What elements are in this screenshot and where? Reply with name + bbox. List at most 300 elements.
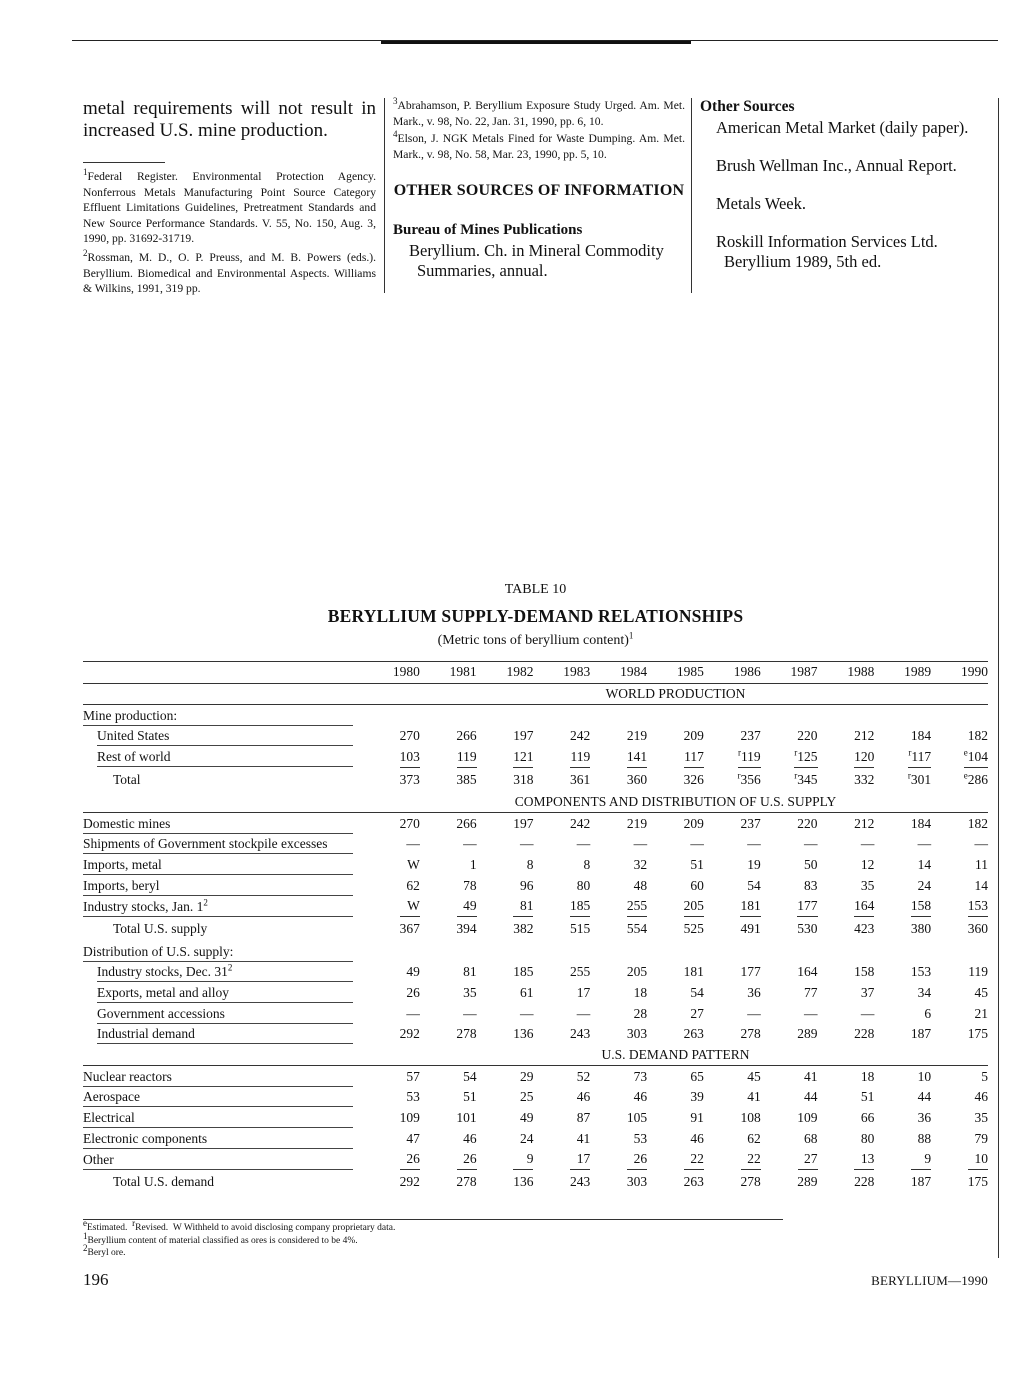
cell-value: 219 [626, 815, 648, 831]
cell-value: 380 [910, 921, 932, 937]
year-header: 1985 [647, 662, 704, 684]
cell-value: 54 [690, 984, 704, 1000]
cell-value: 278 [740, 1174, 761, 1190]
cell-value: 103 [363, 747, 420, 768]
cell-value: 35 [463, 984, 477, 1000]
table-row [83, 855, 988, 876]
cell-value: 109 [797, 1110, 818, 1126]
cell-value: 228 [854, 1174, 875, 1190]
cell-value: 79 [974, 1130, 988, 1146]
section-header: U.S. DEMAND PATTERN [363, 1045, 988, 1066]
cell-value: 8 [526, 857, 534, 873]
cell-value: 27 [690, 1005, 704, 1021]
cell-value: 73 [633, 1068, 648, 1084]
cell-value: 394 [456, 921, 477, 937]
year-header: 1983 [533, 662, 590, 684]
cell-value: 18 [860, 1068, 875, 1084]
row-label: Nuclear reactors [83, 1066, 363, 1087]
row-label: Industry stocks, Jan. $1^2$ [83, 896, 363, 917]
section-heading: OTHER SOURCES OF INFORMATION [393, 182, 685, 200]
cell-value: 44 [804, 1089, 818, 1105]
total-row [83, 1170, 988, 1194]
cell-value: 11 [975, 857, 988, 873]
cell-value: 120 [818, 747, 875, 768]
cell-value: 6 [924, 1005, 932, 1021]
cell-value: 28 [633, 1005, 648, 1021]
row-label: Total U.S. supply [113, 921, 208, 937]
cell-value: — [860, 1005, 875, 1021]
other-sources-heading: Other Sources [700, 98, 795, 115]
cell-value: 153 [931, 896, 988, 917]
cell-value: 158 [854, 964, 875, 980]
cell-value: 197 [513, 728, 534, 744]
cell-value: 289 [797, 1174, 818, 1190]
cell-value: 108 [740, 1110, 761, 1126]
cell-value: 184 [910, 728, 932, 744]
table-body [83, 683, 988, 1194]
cell-value: 21 [974, 1005, 988, 1021]
section-header-row [83, 683, 988, 705]
cell-value: 182 [967, 728, 988, 744]
cell-value: 45 [747, 1068, 761, 1084]
cell-value: 228 [854, 1026, 875, 1042]
cell-value: — [406, 836, 420, 852]
cell-value: — [804, 1005, 818, 1021]
cell-value: 263 [683, 1026, 704, 1042]
cell-value: — [747, 1005, 761, 1021]
cell-value: 25 [519, 1089, 534, 1105]
table-row [83, 1108, 988, 1129]
cell-value: 255 [590, 896, 647, 917]
cell-value: 263 [683, 1174, 704, 1190]
year-header: 1986 [704, 662, 761, 684]
cell-value: 49 [519, 1110, 534, 1126]
footnote-3: $^3$Abrahamson, P. Beryllium Exposure Study Urged. Am. Met. Mark., v. 98, No. 22, Jan. 31, 1990, pp. 6, 10. [393, 96, 685, 128]
cell-value: $^e$104 [931, 747, 988, 768]
cell-value: — [860, 836, 875, 852]
year-header: 1984 [590, 662, 647, 684]
column-1 [83, 98, 376, 297]
cell-value: 181 [683, 964, 704, 980]
cell-value: 360 [967, 921, 988, 937]
table-row [83, 705, 988, 726]
cell-value: — [633, 836, 648, 852]
cell-value: 185 [513, 964, 534, 980]
cell-value: 187 [910, 1026, 932, 1042]
table-row [83, 1024, 988, 1045]
cell-value: 303 [626, 1174, 648, 1190]
cell-value: $^r$356 [737, 770, 761, 787]
cell-value: 101 [456, 1110, 477, 1126]
cell-value: 14 [917, 857, 932, 873]
cell-value: — [576, 836, 591, 852]
cell-value: 373 [399, 771, 420, 787]
row-label: United States [83, 726, 363, 747]
cell-value: W [407, 857, 420, 873]
row-label: Industrial demand [83, 1024, 363, 1045]
cell-value: 278 [456, 1026, 477, 1042]
year-header: 1980 [363, 662, 420, 684]
cell-value: 29 [519, 1068, 534, 1084]
cell-value: 289 [797, 1026, 818, 1042]
row-label: Imports, beryl [83, 876, 363, 897]
table-row [83, 813, 988, 834]
cell-value: 177 [740, 964, 761, 980]
year-header: 1988 [818, 662, 875, 684]
cell-value: 77 [804, 984, 818, 1000]
cell-value: 385 [456, 771, 477, 787]
cell-value: 37 [860, 984, 875, 1000]
cell-value: 266 [456, 815, 477, 831]
cell-value: 184 [910, 815, 932, 831]
table-row [83, 1087, 988, 1108]
row-label: Domestic mines [83, 813, 363, 834]
cell-value: $^r$125 [761, 747, 818, 768]
column-divider-2 [691, 98, 692, 293]
row-label: Electronic components [83, 1128, 363, 1149]
cell-value: 212 [854, 815, 875, 831]
table-note: 2Beryl ore. [83, 1242, 126, 1258]
cell-value: 187 [910, 1174, 932, 1190]
cell-value: 119 [533, 747, 590, 768]
cell-value: 177 [761, 896, 818, 917]
cell-value: 87 [576, 1110, 591, 1126]
table-row [83, 896, 988, 917]
cell-value: 46 [690, 1130, 704, 1146]
footnote-1: $^1$Federal Register. Environmental Protection Agency. Nonferrous Metals Manufacturing Point Source Category Effluent Limitations Guidelines, Pretreatment Standards and New Source Performance Standards. V. 55, No. 150, Aug. 3, 1990, pp. 31692-31719. [83, 167, 376, 246]
row-label: Industry stocks, Dec. $31^2$ [83, 962, 363, 983]
cell-value: 255 [570, 964, 591, 980]
source-item: American Metal Market (daily paper). [716, 118, 969, 137]
cell-value: 197 [513, 815, 534, 831]
table-row [83, 983, 988, 1004]
publication-item: Beryllium. Ch. in Mineral Commodity Summaries, annual. [409, 241, 664, 281]
source-item: Metals Week. [716, 194, 807, 213]
cell-value: 141 [590, 747, 647, 768]
cell-value: 105 [626, 1110, 648, 1126]
cell-value: 65 [690, 1068, 704, 1084]
cell-value: 51 [860, 1089, 875, 1105]
row-label: Total U.S. demand [113, 1174, 215, 1190]
year-header: 1987 [761, 662, 818, 684]
cell-value: 24 [519, 1130, 534, 1146]
cell-value: 205 [647, 896, 704, 917]
year-header: 1982 [477, 662, 534, 684]
row-label: Electrical [83, 1108, 363, 1129]
section-header-row [83, 1045, 988, 1066]
cell-value: 68 [804, 1130, 818, 1146]
cell-value: 46 [633, 1089, 648, 1105]
top-rule-accent [381, 41, 691, 44]
cell-value: 62 [406, 877, 420, 893]
cell-value: 13 [818, 1149, 875, 1170]
table-row [83, 1003, 988, 1024]
table-row [83, 941, 988, 962]
column-3 [700, 98, 995, 272]
cell-value: 48 [633, 877, 648, 893]
year-header: 1989 [874, 662, 931, 684]
cell-value: 57 [406, 1068, 420, 1084]
cell-value: 81 [463, 964, 477, 980]
section-header: WORLD PRODUCTION [363, 683, 988, 705]
cell-value: 303 [626, 1026, 648, 1042]
table-row [83, 1066, 988, 1087]
cell-value: 212 [854, 728, 875, 744]
table-row [83, 726, 988, 747]
cell-value: 36 [747, 984, 761, 1000]
row-label: Aerospace [83, 1087, 363, 1108]
cell-value: 49 [406, 964, 420, 980]
table-note: eEstimated. rRevised. W Withheld to avoid disclosing company proprietary data. [83, 1217, 396, 1233]
cell-value: 164 [797, 964, 818, 980]
cell-value: 164 [818, 896, 875, 917]
cell-value: 326 [683, 771, 704, 787]
cell-value: 9 [874, 1149, 931, 1170]
running-head: BERYLLIUM—1990 [871, 1273, 988, 1288]
row-label: Government accessions [83, 1003, 363, 1024]
cell-value: 47 [406, 1130, 420, 1146]
cell-value: 119 [420, 747, 477, 768]
cell-value: 46 [974, 1089, 988, 1105]
cell-value: $^r$301 [907, 770, 932, 787]
cell-value: 515 [570, 921, 591, 937]
total-row [83, 917, 988, 941]
row-label: Distribution of U.S. supply: [83, 941, 363, 962]
cell-value: 367 [399, 921, 420, 937]
cell-value: 53 [633, 1130, 648, 1146]
table-row [83, 876, 988, 897]
cell-value: 237 [740, 728, 761, 744]
cell-value: 243 [570, 1174, 591, 1190]
cell-value: 182 [967, 815, 988, 831]
cell-value: — [690, 836, 704, 852]
page-number: 196 [83, 1270, 109, 1289]
footnote-4: $^4$Elson, J. NGK Metals Fined for Waste Dumping. Am. Met. Mark., v. 98, No. 58, Mar. 23, 1990, pp. 5, 10. [393, 129, 685, 161]
cell-value: $^r$119 [704, 747, 761, 768]
cell-value: 318 [513, 771, 534, 787]
cell-value: 22 [704, 1149, 761, 1170]
cell-value: 44 [917, 1089, 932, 1105]
cell-value: 83 [804, 877, 818, 893]
cell-value: 50 [804, 857, 818, 873]
cell-value: 278 [740, 1026, 761, 1042]
cell-value: 66 [860, 1110, 875, 1126]
footnote-separator [83, 162, 165, 163]
cell-value: 185 [533, 896, 590, 917]
cell-value: 10 [931, 1149, 988, 1170]
body-text: metal requirements will not result in increased U.S. mine production. [83, 98, 376, 141]
footnote-2: $^2$Rossman, M. D., O. P. Preuss, and M. B. Powers (eds.). Beryllium. Biomedical and Environmental Aspects. Williams & Wilkins, 1991, 319 pp. [83, 248, 376, 296]
cell-value: 51 [463, 1089, 477, 1105]
section-header: COMPONENTS AND DISTRIBUTION OF U.S. SUPPLY [363, 792, 988, 813]
cell-value: — [519, 1005, 534, 1021]
cell-value: $^e$286 [963, 770, 988, 787]
cell-value: 46 [576, 1089, 591, 1105]
cell-value: — [804, 836, 818, 852]
cell-value: 237 [740, 815, 761, 831]
cell-value: 52 [576, 1068, 591, 1084]
cell-value: 14 [974, 877, 988, 893]
bureau-publications-heading: Bureau of Mines Publications [393, 222, 583, 239]
cell-value: 360 [626, 771, 648, 787]
cell-value: 491 [740, 921, 761, 937]
table-row [83, 1149, 988, 1170]
table-row [83, 834, 988, 855]
source-item: Brush Wellman Inc., Annual Report. [716, 156, 957, 175]
cell-value: 8 [583, 857, 591, 873]
cell-value: 96 [519, 877, 534, 893]
cell-value: 54 [463, 1068, 477, 1084]
cell-value: 205 [626, 964, 648, 980]
table-units: (Metric tons of beryllium content)$^1$ [437, 630, 634, 648]
cell-value: 61 [519, 984, 534, 1000]
cell-value: 220 [797, 815, 818, 831]
cell-value: 119 [968, 964, 988, 980]
cell-value: 17 [576, 984, 591, 1000]
row-label: Imports, metal [83, 855, 363, 876]
cell-value: — [576, 1005, 591, 1021]
cell-value: 209 [683, 815, 704, 831]
cell-value: 270 [399, 728, 420, 744]
cell-value: 60 [690, 877, 704, 893]
cell-value: 136 [513, 1026, 534, 1042]
cell-value: 292 [399, 1026, 420, 1042]
row-label: Mine production: [83, 705, 363, 726]
cell-value: 332 [854, 771, 875, 787]
table-row [83, 747, 988, 768]
table-10 [83, 582, 988, 1194]
cell-value: 121 [477, 747, 534, 768]
cell-value: 26 [590, 1149, 647, 1170]
cell-value: 292 [399, 1174, 420, 1190]
cell-value: 10 [917, 1068, 932, 1084]
cell-value: 27 [761, 1149, 818, 1170]
row-label: Rest of world [83, 747, 363, 768]
cell-value: 62 [747, 1130, 761, 1146]
cell-value: 1 [469, 857, 477, 873]
cell-value: 41 [804, 1068, 818, 1084]
cell-value: 423 [854, 921, 875, 937]
cell-value: W [363, 896, 420, 917]
cell-value: 243 [570, 1026, 591, 1042]
cell-value: 88 [917, 1130, 932, 1146]
cell-value: 32 [633, 857, 648, 873]
cell-value: 46 [463, 1130, 477, 1146]
section-header-row [83, 792, 988, 813]
cell-value: 26 [406, 984, 420, 1000]
cell-value: 81 [477, 896, 534, 917]
cell-value: $^r$345 [794, 770, 818, 787]
cell-value: 181 [704, 896, 761, 917]
cell-value: — [406, 1005, 420, 1021]
cell-value: 51 [690, 857, 704, 873]
cell-value: 525 [683, 921, 704, 937]
cell-value: 54 [747, 877, 761, 893]
table-note: 1Beryllium content of material classified as ores is considered to be 4%. [83, 1230, 358, 1246]
cell-value: 117 [647, 747, 704, 768]
cell-value: 530 [797, 921, 818, 937]
cell-value: 39 [690, 1089, 704, 1105]
cell-value: 109 [399, 1110, 420, 1126]
cell-value: 26 [363, 1149, 420, 1170]
cell-value: 78 [463, 877, 477, 893]
cell-value: 34 [917, 984, 932, 1000]
cell-value: 24 [917, 877, 932, 893]
supply-demand-table [83, 661, 988, 1194]
cell-value: — [917, 836, 932, 852]
table-label: TABLE 10 [504, 582, 567, 597]
cell-value: 12 [860, 857, 875, 873]
cell-value: 9 [477, 1149, 534, 1170]
year-header: 1990 [931, 662, 988, 684]
cell-value: — [519, 836, 534, 852]
cell-value: 5 [981, 1068, 988, 1084]
cell-value: 242 [570, 728, 591, 744]
cell-value: 35 [974, 1110, 988, 1126]
cell-value: 22 [647, 1149, 704, 1170]
cell-value: 35 [860, 877, 875, 893]
row-label: Total [113, 771, 141, 787]
cell-value: 80 [576, 877, 591, 893]
column-divider-1 [384, 98, 385, 293]
cell-value: — [747, 836, 761, 852]
cell-value: 220 [797, 728, 818, 744]
cell-value: 17 [533, 1149, 590, 1170]
table-title: BERYLLIUM SUPPLY-DEMAND RELATIONSHIPS [327, 606, 744, 626]
cell-value: — [974, 836, 988, 852]
cell-value: 158 [874, 896, 931, 917]
table-row [83, 1128, 988, 1149]
cell-value: 45 [974, 984, 988, 1000]
cell-value: 278 [456, 1174, 477, 1190]
cell-value: 18 [633, 984, 648, 1000]
cell-value: 49 [420, 896, 477, 917]
cell-value: 136 [513, 1174, 534, 1190]
table-notes [83, 1219, 783, 1260]
source-item: Roskill Information Services Ltd. Beryllium 1989, 5th ed. [716, 232, 938, 271]
cell-value: 36 [917, 1110, 932, 1126]
cell-value: $^r$117 [874, 747, 931, 768]
row-label: Shipments of Government stockpile excesses [83, 834, 363, 855]
cell-value: 91 [690, 1110, 704, 1126]
cell-value: 80 [860, 1130, 875, 1146]
row-label: Other [83, 1149, 363, 1170]
year-header-row [83, 662, 988, 684]
cell-value: 41 [576, 1130, 591, 1146]
cell-value: — [463, 836, 477, 852]
cell-value: 242 [570, 815, 591, 831]
cell-value: 175 [967, 1174, 988, 1190]
cell-value: 270 [399, 815, 420, 831]
cell-value: 554 [626, 921, 648, 937]
right-margin-rule [998, 98, 999, 1258]
cell-value: 382 [513, 921, 534, 937]
cell-value: — [463, 1005, 477, 1021]
row-label: Exports, metal and alloy [83, 983, 363, 1004]
cell-value: 26 [420, 1149, 477, 1170]
cell-value: 53 [406, 1089, 420, 1105]
cell-value: 361 [570, 771, 591, 787]
cell-value: 153 [910, 964, 932, 980]
cell-value: 219 [626, 728, 648, 744]
year-header: 1981 [420, 662, 477, 684]
total-row [83, 768, 988, 792]
table-row [83, 962, 988, 983]
cell-value: 19 [747, 857, 761, 873]
cell-value: 209 [683, 728, 704, 744]
cell-value: 41 [747, 1089, 761, 1105]
cell-value: 266 [456, 728, 477, 744]
